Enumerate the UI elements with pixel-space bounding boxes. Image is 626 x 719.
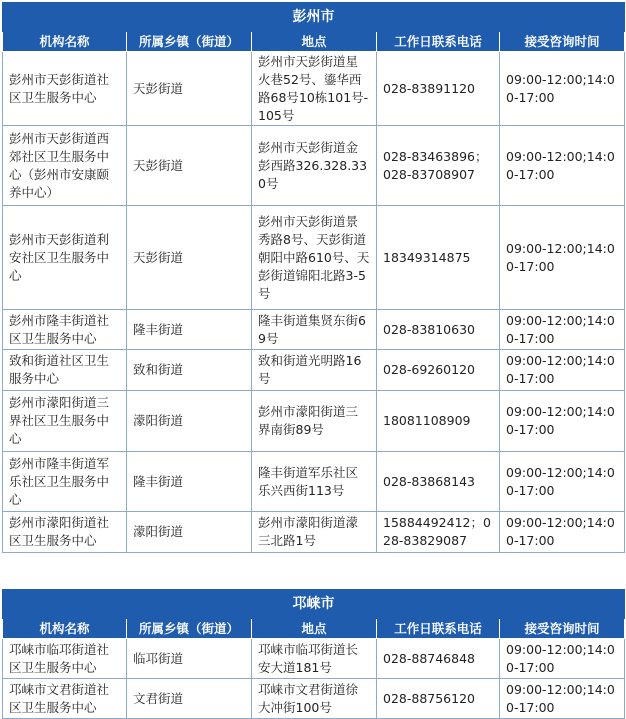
- table-row: [3, 512, 625, 553]
- column-header-row: [3, 619, 625, 639]
- cell-phone: 028-83810630: [377, 310, 500, 350]
- cell-phone: 028-88756120: [377, 679, 500, 719]
- cell-name: 邛崃市临邛街道社区卫生服务中心: [3, 639, 127, 679]
- cell-location: 彭州市濛阳街道濛三北路1号: [252, 512, 377, 553]
- column-header-location: 地点: [252, 619, 377, 639]
- cell-town: 濛阳街道: [127, 391, 252, 452]
- cell-phone: 028-83891120: [377, 52, 500, 126]
- column-header-location: 地点: [252, 32, 377, 52]
- cell-hours: 09:00-12:00;14:00-17:00: [500, 639, 625, 679]
- cell-town: 隆丰街道: [127, 452, 252, 512]
- qionglai-table: [2, 589, 625, 719]
- table-row: [3, 310, 625, 350]
- cell-phone: 15884492412；028-83829087: [377, 512, 500, 553]
- cell-location: 致和街道光明路16号: [252, 350, 377, 391]
- cell-phone: 028-83868143: [377, 452, 500, 512]
- cell-location: 彭州市天彭街道金彭西路326.328.330号: [252, 126, 377, 206]
- cell-hours: 09:00-12:00;14:00-17:00: [500, 512, 625, 553]
- cell-location: 彭州市濛阳街道三界南街89号: [252, 391, 377, 452]
- cell-name: 彭州市天彭街道利安社区卫生服务中心: [3, 206, 127, 310]
- table-row: [3, 679, 625, 719]
- cell-phone: 028-83463896；028-83708907: [377, 126, 500, 206]
- cell-town: 濛阳街道: [127, 512, 252, 553]
- cell-hours: 09:00-12:00;14:00-17:00: [500, 452, 625, 512]
- cell-phone: 18349314875: [377, 206, 500, 310]
- table-row: [3, 350, 625, 391]
- cell-name: 彭州市隆丰街道军乐社区卫生服务中心: [3, 452, 127, 512]
- cell-hours: 09:00-12:00;14:00-17:00: [500, 206, 625, 310]
- cell-name: 邛崃市文君街道社区卫生服务中心: [3, 679, 127, 719]
- column-header-name: 机构名称: [3, 32, 127, 52]
- cell-name: 彭州市天彭街道西郊社区卫生服务中心（彭州市安康颐养中心）: [3, 126, 127, 206]
- cell-hours: 09:00-12:00;14:00-17:00: [500, 126, 625, 206]
- section-title-row: [3, 3, 625, 32]
- cell-hours: 09:00-12:00;14:00-17:00: [500, 310, 625, 350]
- cell-town: 天彭街道: [127, 206, 252, 310]
- cell-location: 邛崃市临邛街道长安大道181号: [252, 639, 377, 679]
- table-row: [3, 126, 625, 206]
- column-header-phone: 工作日联系电话: [377, 619, 500, 639]
- cell-town: 文君街道: [127, 679, 252, 719]
- column-header-row: [3, 32, 625, 52]
- table-row: [3, 452, 625, 512]
- table-row: [3, 206, 625, 310]
- cell-town: 天彭街道: [127, 52, 252, 126]
- cell-name: 彭州市濛阳街道社区卫生服务中心: [3, 512, 127, 553]
- cell-name: 彭州市濛阳街道三界社区卫生服务中心: [3, 391, 127, 452]
- column-header-hours: 接受咨询时间: [500, 619, 625, 639]
- cell-town: 天彭街道: [127, 126, 252, 206]
- cell-town: 致和街道: [127, 350, 252, 391]
- section-title: 邛崃市: [3, 590, 625, 619]
- section-title: 彭州市: [3, 3, 625, 32]
- table-row: [3, 639, 625, 679]
- cell-town: 隆丰街道: [127, 310, 252, 350]
- column-header-town: 所属乡镇（街道）: [127, 32, 252, 52]
- cell-location: 彭州市天彭街道星火巷52号、鎏华西路68号10栋101号-105号: [252, 52, 377, 126]
- cell-location: 彭州市天彭街道景秀路8号、天彭街道朝阳中路610号、天彭街道锦阳北路3-5号: [252, 206, 377, 310]
- cell-phone: 18081108909: [377, 391, 500, 452]
- table-row: [3, 52, 625, 126]
- column-header-hours: 接受咨询时间: [500, 32, 625, 52]
- pengzhou-table: [2, 2, 625, 553]
- cell-location: 邛崃市文君街道徐大冲街100号: [252, 679, 377, 719]
- column-header-phone: 工作日联系电话: [377, 32, 500, 52]
- cell-hours: 09:00-12:00;14:00-17:00: [500, 350, 625, 391]
- cell-location: 隆丰街道军乐社区乐兴西街113号: [252, 452, 377, 512]
- cell-phone: 028-88746848: [377, 639, 500, 679]
- cell-phone: 028-69260120: [377, 350, 500, 391]
- column-header-town: 所属乡镇（街道）: [127, 619, 252, 639]
- cell-name: 致和街道社区卫生服务中心: [3, 350, 127, 391]
- cell-hours: 09:00-12:00;14:00-17:00: [500, 52, 625, 126]
- cell-name: 彭州市隆丰街道社区卫生服务中心: [3, 310, 127, 350]
- cell-town: 临邛街道: [127, 639, 252, 679]
- cell-hours: 09:00-12:00;14:00-17:00: [500, 391, 625, 452]
- table-row: [3, 391, 625, 452]
- cell-hours: 09:00-12:00;14:00-17:00: [500, 679, 625, 719]
- column-header-name: 机构名称: [3, 619, 127, 639]
- cell-name: 彭州市天彭街道社区卫生服务中心: [3, 52, 127, 126]
- cell-location: 隆丰街道集贤东街69号: [252, 310, 377, 350]
- section-title-row: [3, 590, 625, 619]
